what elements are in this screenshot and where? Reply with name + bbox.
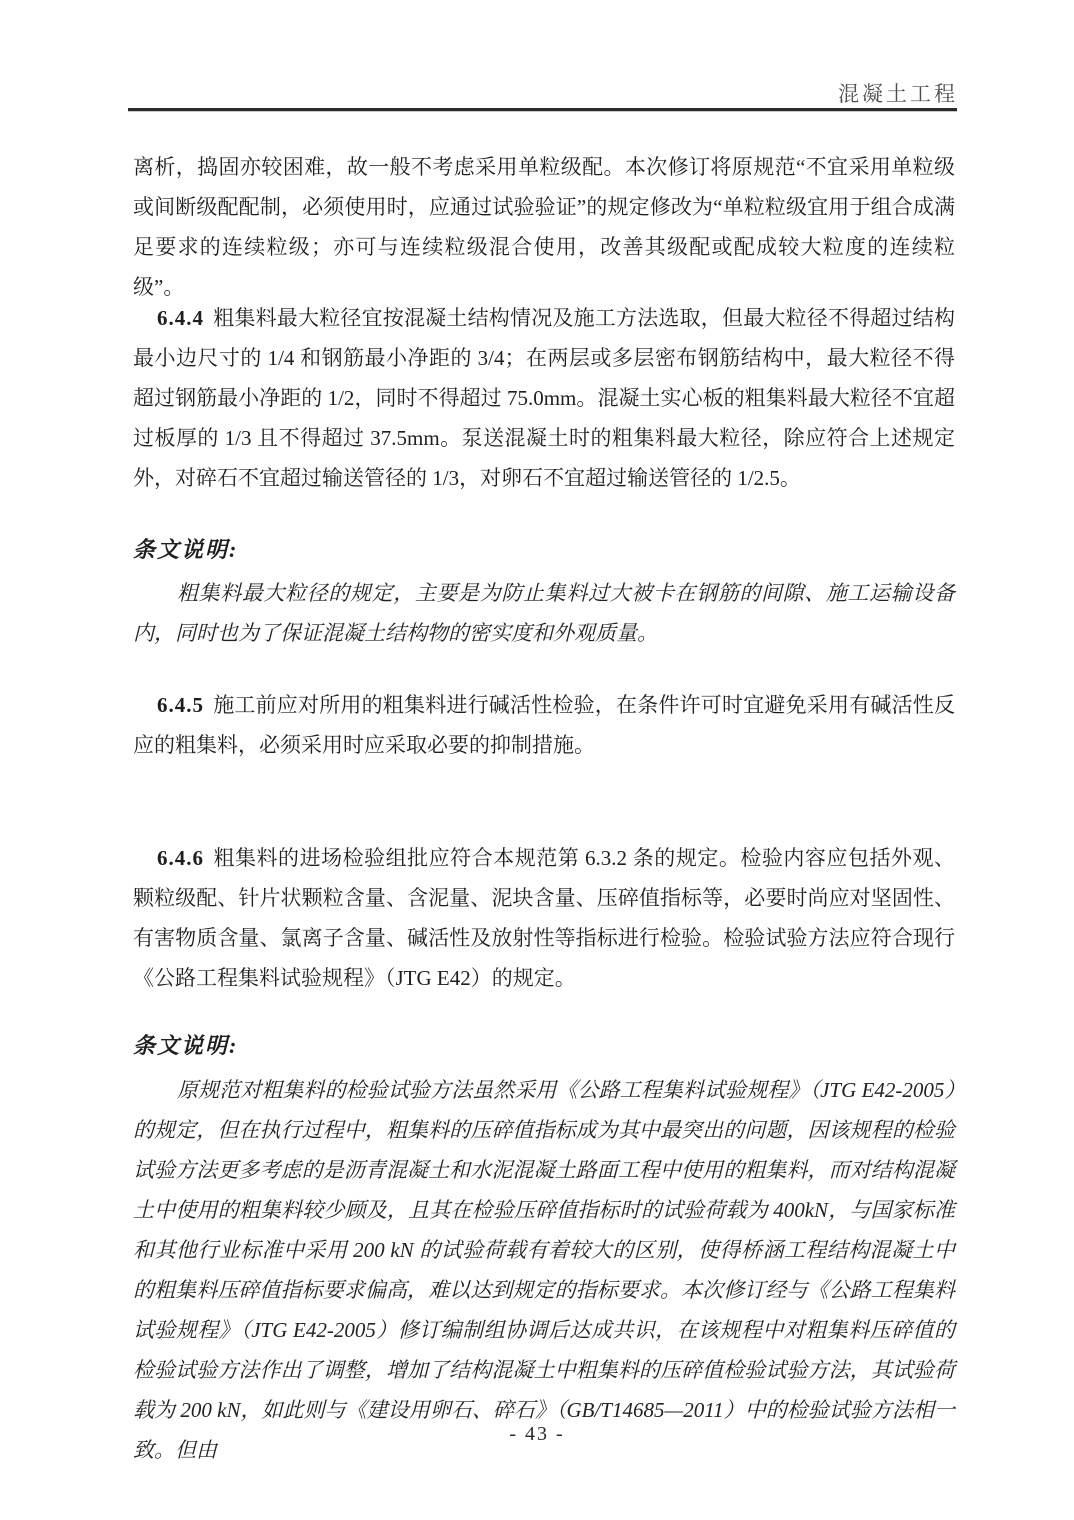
clause-6-4-6-number: 6.4.6: [157, 846, 204, 870]
clause-6-4-5: [133, 685, 955, 765]
clause-6-4-5-number: 6.4.5: [157, 693, 204, 717]
clause-6-4-6: [133, 838, 955, 998]
notes-heading-2: 条文说明:: [133, 1033, 239, 1058]
clause-6-4-5-text: 施工前应对所用的粗集料进行碱活性检验，在条件许可时宜避免采用有碱活性反应的粗集料，必须采用时应采取必要的抑制措施。: [133, 693, 955, 757]
page-number: - 43 -: [509, 1423, 565, 1445]
notes-heading-1: 条文说明:: [133, 537, 239, 562]
clause-6-4-4-number: 6.4.4: [157, 306, 204, 330]
clause-6-4-4-text: 粗集料最大粒径宜按混凝土结构情况及施工方法选取，但最大粒径不得超过结构最小边尺寸的 1/4 和钢筋最小净距的 3/4；在两层或多层密布钢筋结构中，最大粒径不得超过钢筋最小净距的 1/2，同时不得超过 75.0mm。混凝土实心板的粗集料最大粒径不宜超过板厚的 1/3 且不得超过 37.5mm。泵送混凝土时的粗集料最大粒径，除应符合上述规定外，对碎石不宜超过输送管径的 1/3，对卵石不宜超过输送管径的 1/2.5。: [133, 306, 955, 490]
notes-body-1: 粗集料最大粒径的规定，主要是为防止集料过大被卡在钢筋的间隙、施工运输设备内，同时也为了保证混凝土结构物的密实度和外观质量。: [133, 581, 955, 645]
clause-6-4-6-text: 粗集料的进场检验组批应符合本规范第 6.3.2 条的规定。检验内容应包括外观、颗粒级配、针片状颗粒含量、含泥量、泥块含量、压碎值指标等，必要时尚应对坚固性、有害物质含量、氯离子含量、碱活性及放射性等指标进行检验。检验试验方法应符合现行《公路工程集料试验规程》（JTG E42）的规定。: [133, 846, 955, 990]
clause-6-4-4: [133, 298, 955, 498]
notes-body-2: 原规范对粗集料的检验试验方法虽然采用《公路工程集料试验规程》（JTG E42-2005）的规定，但在执行过程中，粗集料的压碎值指标成为其中最突出的问题，因该规程的检验试验方法更多考虑的是沥青混凝土和水泥混凝土路面工程中使用的粗集料，而对结构混凝土中使用的粗集料较少顾及，且其在检验压碎值指标时的试验荷载为 400kN，与国家标准和其他行业标准中采用 200 kN 的试验荷载有着较大的区别，使得桥涵工程结构混凝土中的粗集料压碎值指标要求偏高，难以达到规定的指标要求。本次修订经与《公路工程集料试验规程》（JTG E42-2005）修订编制组协调后达成共识，在该规程中对粗集料压碎值的检验试验方法作出了调整，增加了结构混凝土中粗集料的压碎值检验试验方法，其试验荷载为 200 kN，如此则与《建设用卵石、碎石》（GB/T14685—2011）中的检验试验方法相一致。但由: [133, 1078, 955, 1462]
running-header-title: 混凝土工程: [838, 82, 958, 106]
header-rule: [128, 108, 957, 112]
intro-paragraph: 离析，捣固亦较困难，故一般不考虑采用单粒级配。本次修订将原规范“不宜采用单粒级或间断级配配制，必须使用时，应通过试验验证”的规定修改为“单粒粒级宜用于组合成满足要求的连续粒级；亦可与连续粒级混合使用，改善其级配或配成较大粒度的连续粒级”。: [133, 155, 955, 299]
